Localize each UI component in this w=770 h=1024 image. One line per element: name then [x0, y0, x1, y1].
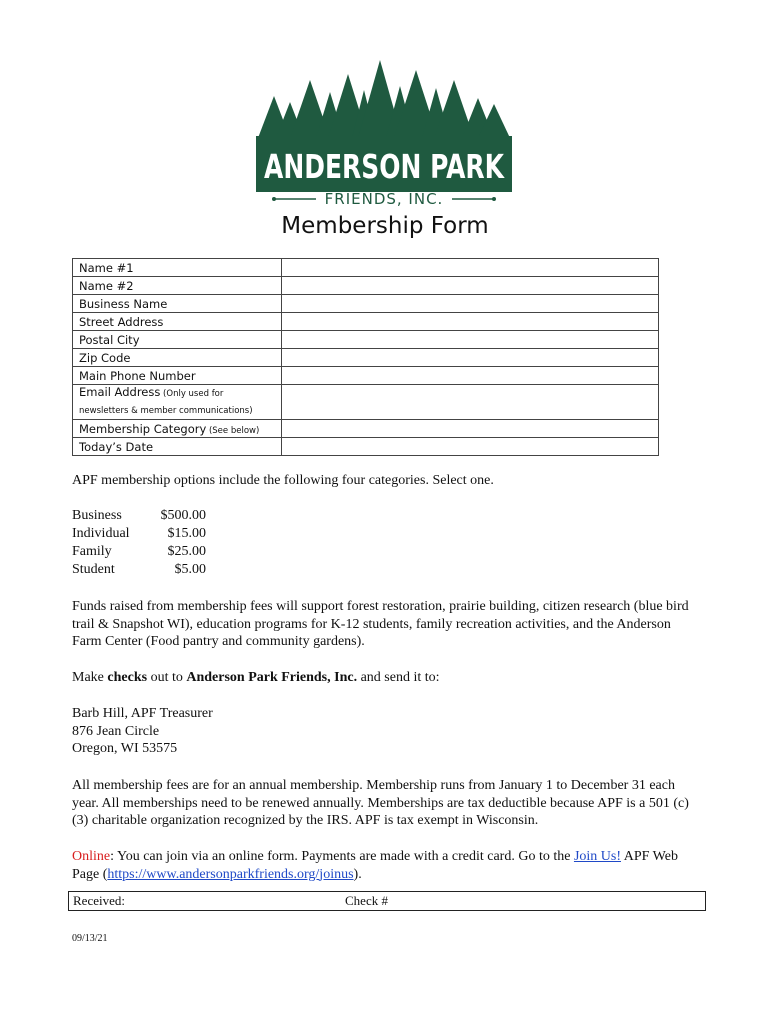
joinus-url-link[interactable]: https://www.andersonparkfriends.org/joinus: [107, 866, 354, 882]
table-row: [73, 313, 659, 331]
checks-paragraph: [72, 669, 702, 687]
member-info-table: [72, 258, 659, 456]
email-note: (Only used for: [160, 389, 224, 399]
email-input[interactable]: [282, 385, 659, 420]
field-label-street-address: Street Address: [73, 313, 282, 331]
membership-options: [72, 507, 206, 579]
online-text-3: ).: [353, 866, 362, 882]
name-2-input[interactable]: [282, 277, 659, 295]
email-label: Email Address: [79, 385, 161, 399]
option-price: $5.00: [174, 562, 206, 577]
option-name: Business: [72, 508, 122, 523]
option-row: [72, 525, 206, 543]
mailing-address: [72, 705, 702, 758]
option-name: Individual: [72, 526, 130, 541]
address-line: Barb Hill, APF Treasurer: [72, 706, 213, 721]
table-row: [73, 420, 659, 438]
email-note-2: newsletters & member communications): [79, 406, 253, 416]
business-name-input[interactable]: [282, 295, 659, 313]
options-intro: APF membership options include the following four categories. Select one.: [72, 473, 494, 488]
field-label-email: [73, 385, 282, 420]
table-row: [73, 367, 659, 385]
option-price: $15.00: [167, 526, 206, 541]
membership-category-note: (See below): [206, 425, 260, 436]
option-price: $25.00: [167, 544, 206, 559]
checks-bold: checks: [107, 670, 148, 685]
payee-name: Anderson Park Friends, Inc.: [186, 670, 358, 685]
table-row: [73, 277, 659, 295]
zip-code-input[interactable]: [282, 349, 659, 367]
option-price: $500.00: [160, 508, 206, 523]
received-label: Received:: [73, 893, 125, 908]
field-label-business-name: Business Name: [73, 295, 282, 313]
table-row: [73, 349, 659, 367]
table-row: [73, 331, 659, 349]
field-label-name-1: Name #1: [73, 259, 282, 277]
option-row: [72, 543, 206, 561]
table-row: [73, 438, 659, 456]
field-label-name-2: Name #2: [73, 277, 282, 295]
online-text-2: APF Web Page (: [72, 849, 678, 882]
address-line: Oregon, WI 53575: [72, 741, 178, 756]
field-label-zip-code: Zip Code: [73, 349, 282, 367]
address-line: 876 Jean Circle: [72, 723, 160, 739]
join-us-link[interactable]: Join Us!: [573, 849, 621, 864]
table-row: [73, 295, 659, 313]
postal-city-input[interactable]: [282, 331, 659, 349]
office-use-box: [68, 891, 706, 911]
table-row: [73, 259, 659, 277]
field-label-main-phone: Main Phone Number: [73, 367, 282, 385]
name-1-input[interactable]: [282, 259, 659, 277]
street-address-input[interactable]: [282, 313, 659, 331]
membership-category-input[interactable]: [282, 420, 659, 438]
checks-suffix: and send it to:: [357, 670, 440, 685]
form-title: Membership Form: [281, 213, 489, 239]
anderson-park-logo: [254, 60, 514, 208]
option-name: Family: [72, 544, 112, 559]
funds-paragraph: Funds raised from membership fees will support forest restoration, prairie building, citizen research (blue bird trail & Snapshot WI), education programs for K-12 students, family recreation activities, and the Anderson Farm Center (Food pantry and community gardens).: [72, 599, 689, 649]
todays-date-input[interactable]: [282, 438, 659, 456]
logo-name-line2: FRIENDS, INC.: [324, 190, 444, 208]
main-phone-input[interactable]: [282, 367, 659, 385]
online-label: Online: [72, 849, 111, 864]
membership-category-label: Membership Category: [79, 421, 207, 436]
field-label-postal-city: Postal City: [73, 331, 282, 349]
table-row: [73, 385, 659, 420]
option-name: Student: [72, 562, 115, 577]
option-row: [72, 507, 206, 525]
online-text-1: : You can join via an online form. Payments are made with a credit card. Go to the: [110, 849, 574, 864]
field-label-todays-date: Today’s Date: [73, 438, 282, 456]
logo-name-line1: ANDERSON PARK: [264, 147, 506, 186]
online-paragraph: [72, 848, 702, 883]
annual-paragraph: All membership fees are for an annual membership. Membership runs from January 1 to December 31 each year. All memberships need to be renewed annually. Memberships are tax deductible because APF is a 501 (c)(3) charitable organization recognized by the IRS. APF is tax exempt in Wisconsin.: [72, 778, 689, 828]
check-number-label: Check #: [345, 893, 388, 908]
checks-prefix: Make: [72, 670, 108, 685]
field-label-membership-category: [73, 420, 282, 438]
checks-mid: out to: [147, 670, 187, 685]
footer-date: 09/13/21: [72, 933, 108, 944]
option-row: [72, 561, 206, 579]
